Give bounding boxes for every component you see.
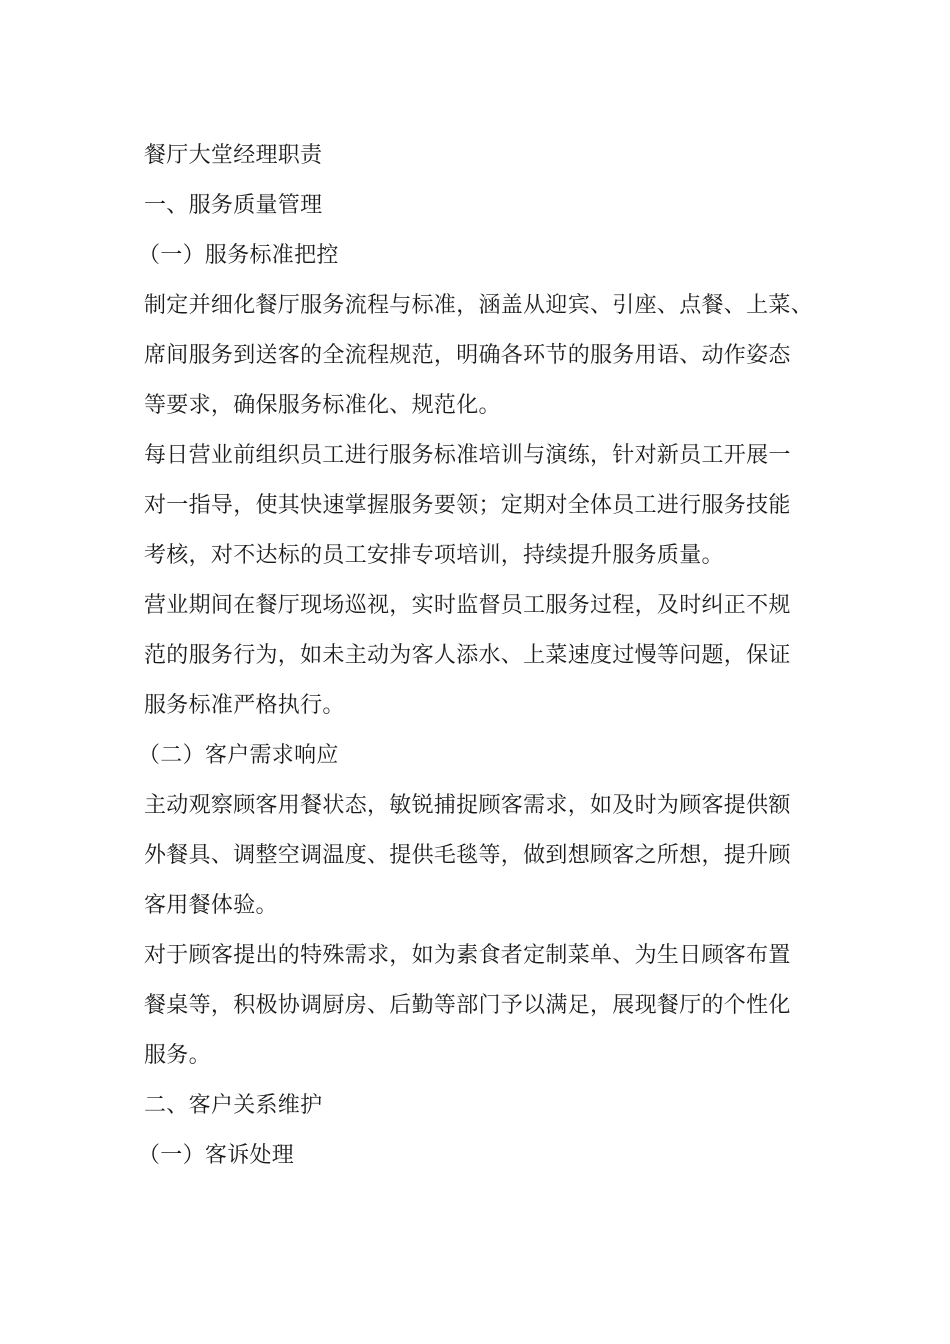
paragraph-line: 客用餐体验。 [144, 893, 278, 918]
paragraph-line: 服务标准严格执行。 [144, 693, 345, 718]
section-heading: 一、服务质量管理 [144, 193, 323, 218]
paragraph-line: 每日营业前组织员工进行服务标准培训与演练，针对新员工开展一 [144, 443, 791, 468]
subsection-heading: （一）客诉处理 [138, 1143, 295, 1168]
section-heading: 二、客户关系维护 [144, 1093, 323, 1118]
paragraph-line: 主动观察顾客用餐状态，敏锐捕捉顾客需求，如及时为顾客提供额 [144, 793, 791, 818]
document-page [138, 131, 814, 1181]
paragraph-line: 餐桌等，积极协调厨房、后勤等部门予以满足，展现餐厅的个性化 [144, 993, 791, 1018]
paragraph-line: 外餐具、调整空调温度、提供毛毯等，做到想顾客之所想，提升顾 [144, 843, 791, 868]
paragraph-line: 考核，对不达标的员工安排专项培训，持续提升服务质量。 [144, 543, 724, 568]
paragraph-line: 等要求，确保服务标准化、规范化。 [144, 393, 501, 418]
subsection-heading: （一）服务标准把控 [138, 243, 339, 268]
paragraph-line: 对于顾客提出的特殊需求，如为素食者定制菜单、为生日顾客布置 [144, 943, 791, 968]
paragraph-line: 制定并细化餐厅服务流程与标准，涵盖从迎宾、引座、点餐、上菜、 [144, 293, 814, 318]
paragraph-line: 服务。 [144, 1043, 211, 1068]
paragraph-line: 对一指导，使其快速掌握服务要领；定期对全体员工进行服务技能 [144, 493, 791, 518]
paragraph-line: 席间服务到送客的全流程规范，明确各环节的服务用语、动作姿态 [144, 343, 791, 368]
document-title: 餐厅大堂经理职责 [144, 143, 323, 168]
paragraph-line: 范的服务行为，如未主动为客人添水、上菜速度过慢等问题，保证 [144, 643, 791, 668]
paragraph-line: 营业期间在餐厅现场巡视，实时监督员工服务过程，及时纠正不规 [144, 593, 791, 618]
subsection-heading: （二）客户需求响应 [138, 743, 339, 768]
